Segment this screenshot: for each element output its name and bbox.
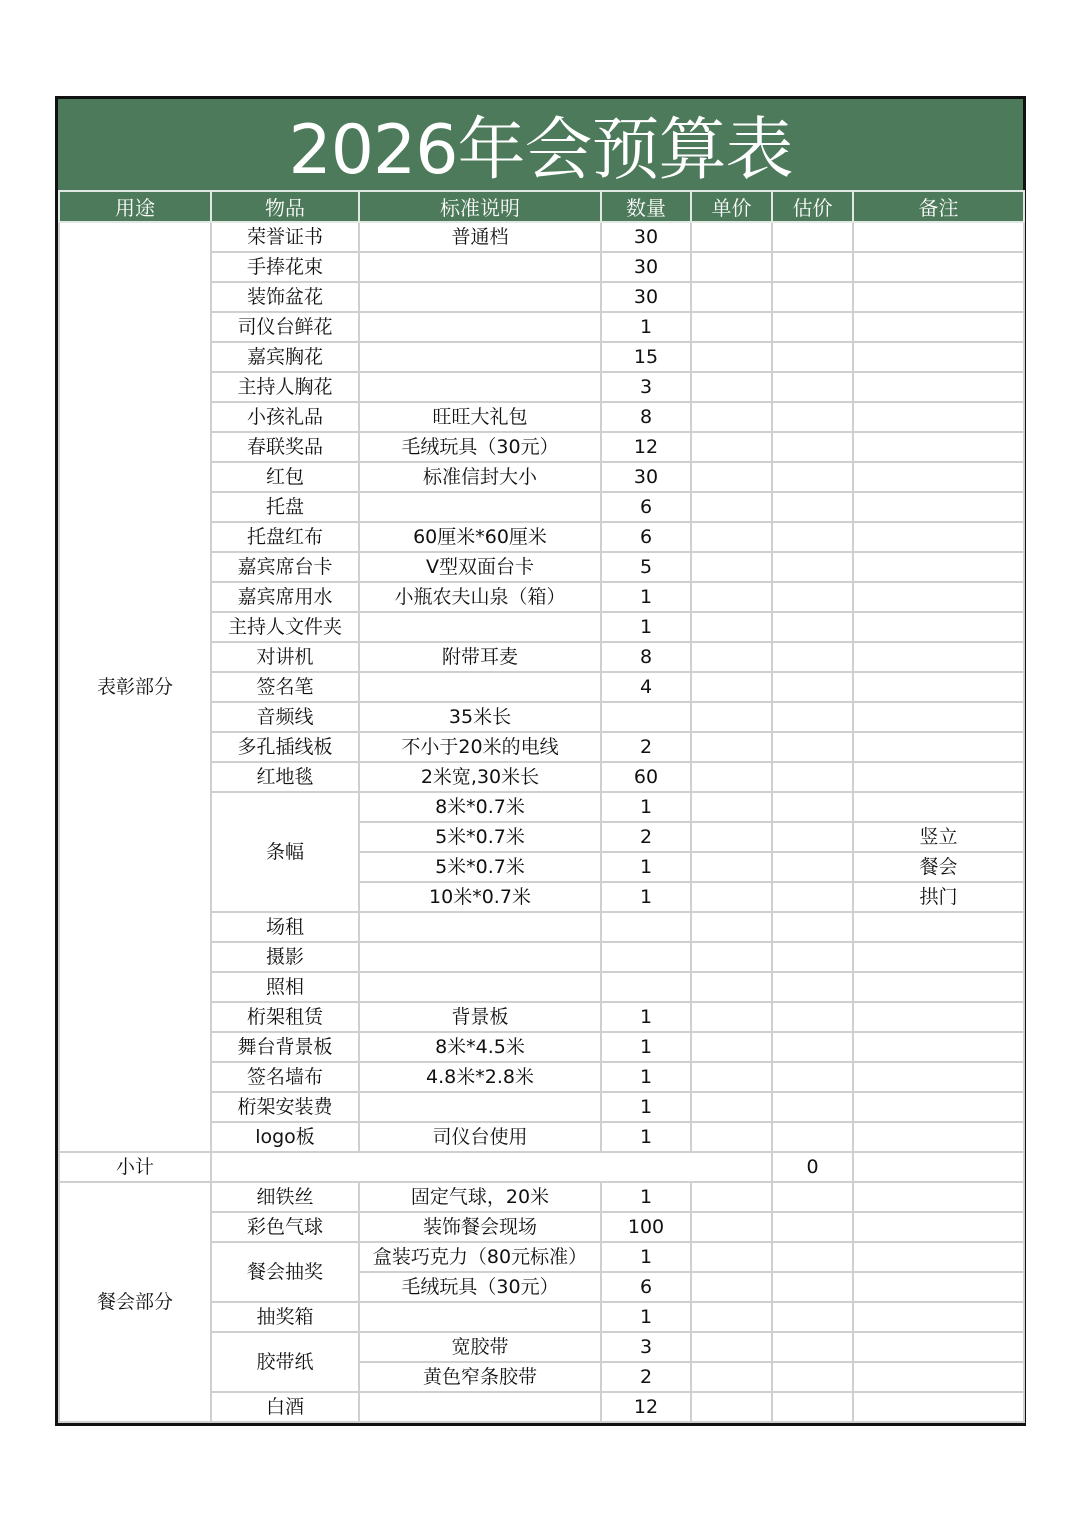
unit-price-cell[interactable]: [691, 492, 772, 522]
spec-cell[interactable]: [359, 972, 601, 1002]
unit-price-cell[interactable]: [691, 1062, 772, 1092]
spec-cell[interactable]: 5米*0.7米: [359, 852, 601, 882]
remark-cell[interactable]: 拱门: [853, 882, 1024, 912]
unit-price-cell[interactable]: [691, 222, 772, 252]
spec-cell[interactable]: [359, 1302, 601, 1332]
quantity-cell[interactable]: 1: [601, 612, 691, 642]
item-name-cell[interactable]: 红包: [211, 462, 359, 492]
quantity-cell[interactable]: 12: [601, 432, 691, 462]
col-header-spec: 标准说明: [359, 191, 601, 222]
remark-cell[interactable]: [853, 1062, 1024, 1092]
remark-cell[interactable]: [853, 1032, 1024, 1062]
estimate-cell[interactable]: [772, 1392, 853, 1422]
quantity-cell[interactable]: 6: [601, 1272, 691, 1302]
quantity-cell[interactable]: 1: [601, 1182, 691, 1212]
col-header-remark: 备注: [853, 191, 1024, 222]
remark-cell[interactable]: [853, 282, 1024, 312]
unit-price-cell[interactable]: [691, 1122, 772, 1152]
unit-price-cell[interactable]: [691, 1272, 772, 1302]
subtotal-remark-cell[interactable]: [853, 1152, 1024, 1182]
item-name-cell[interactable]: 手捧花束: [211, 252, 359, 282]
item-name-cell[interactable]: 荣誉证书: [211, 222, 359, 252]
remark-cell[interactable]: [853, 642, 1024, 672]
item-name-cell[interactable]: 春联奖品: [211, 432, 359, 462]
estimate-cell[interactable]: [772, 852, 853, 882]
estimate-cell[interactable]: [772, 1332, 853, 1362]
item-name-cell[interactable]: 照相: [211, 972, 359, 1002]
estimate-cell[interactable]: [772, 582, 853, 612]
unit-price-cell[interactable]: [691, 822, 772, 852]
quantity-cell[interactable]: 6: [601, 492, 691, 522]
unit-price-cell[interactable]: [691, 1242, 772, 1272]
unit-price-cell[interactable]: [691, 612, 772, 642]
remark-cell[interactable]: [853, 1122, 1024, 1152]
estimate-cell[interactable]: [772, 252, 853, 282]
spec-cell[interactable]: 附带耳麦: [359, 642, 601, 672]
quantity-cell[interactable]: 12: [601, 1392, 691, 1422]
remark-cell[interactable]: [853, 432, 1024, 462]
item-name-cell[interactable]: 白酒: [211, 1392, 359, 1422]
unit-price-cell[interactable]: [691, 852, 772, 882]
spec-cell[interactable]: 8米*4.5米: [359, 1032, 601, 1062]
remark-cell[interactable]: [853, 1392, 1024, 1422]
remark-cell[interactable]: [853, 582, 1024, 612]
spec-cell[interactable]: 固定气球，20米: [359, 1182, 601, 1212]
subtotal-empty-cell[interactable]: [211, 1152, 772, 1182]
estimate-cell[interactable]: [772, 1302, 853, 1332]
quantity-cell[interactable]: 1: [601, 852, 691, 882]
spec-cell[interactable]: 标准信封大小: [359, 462, 601, 492]
quantity-cell[interactable]: 60: [601, 762, 691, 792]
remark-cell[interactable]: [853, 552, 1024, 582]
item-name-cell[interactable]: 小孩礼品: [211, 402, 359, 432]
remark-cell[interactable]: [853, 372, 1024, 402]
budget-sheet: [55, 96, 1026, 1426]
unit-price-cell[interactable]: [691, 702, 772, 732]
spec-cell[interactable]: 2米宽,30米长: [359, 762, 601, 792]
item-name-cell[interactable]: 装饰盆花: [211, 282, 359, 312]
item-name-cell[interactable]: 餐会抽奖: [211, 1242, 359, 1302]
spec-cell[interactable]: 小瓶农夫山泉（箱）: [359, 582, 601, 612]
sheet-title-bar: [58, 99, 1023, 190]
item-name-cell[interactable]: 抽奖箱: [211, 1302, 359, 1332]
spec-cell[interactable]: 5米*0.7米: [359, 822, 601, 852]
unit-price-cell[interactable]: [691, 1362, 772, 1392]
item-name-cell[interactable]: 桁架安装费: [211, 1092, 359, 1122]
remark-cell[interactable]: 餐会: [853, 852, 1024, 882]
remark-cell[interactable]: [853, 522, 1024, 552]
col-header-quantity: 数量: [601, 191, 691, 222]
unit-price-cell[interactable]: [691, 1032, 772, 1062]
quantity-cell[interactable]: 30: [601, 462, 691, 492]
remark-cell[interactable]: [853, 1002, 1024, 1032]
quantity-cell[interactable]: 30: [601, 282, 691, 312]
unit-price-cell[interactable]: [691, 1212, 772, 1242]
estimate-cell[interactable]: [772, 1002, 853, 1032]
estimate-cell[interactable]: [772, 432, 853, 462]
spec-cell[interactable]: [359, 1392, 601, 1422]
unit-price-cell[interactable]: [691, 282, 772, 312]
quantity-cell[interactable]: 1: [601, 582, 691, 612]
spec-cell[interactable]: 毛绒玩具（30元）: [359, 1272, 601, 1302]
spec-cell[interactable]: [359, 942, 601, 972]
unit-price-cell[interactable]: [691, 672, 772, 702]
estimate-cell[interactable]: [772, 792, 853, 822]
spec-cell[interactable]: 盒装巧克力（80元标准）: [359, 1242, 601, 1272]
quantity-cell[interactable]: 1: [601, 792, 691, 822]
item-name-cell[interactable]: 细铁丝: [211, 1182, 359, 1212]
spec-cell[interactable]: 司仪台使用: [359, 1122, 601, 1152]
spec-cell[interactable]: [359, 492, 601, 522]
unit-price-cell[interactable]: [691, 1182, 772, 1212]
quantity-cell[interactable]: 30: [601, 222, 691, 252]
quantity-cell[interactable]: 1: [601, 1002, 691, 1032]
subtotal-row: [59, 1152, 1024, 1182]
quantity-cell[interactable]: 1: [601, 882, 691, 912]
col-header-item: 物品: [211, 191, 359, 222]
estimate-cell[interactable]: [772, 912, 853, 942]
section-name-cell[interactable]: 餐会部分: [59, 1182, 211, 1422]
estimate-cell[interactable]: [772, 1092, 853, 1122]
remark-cell[interactable]: [853, 732, 1024, 762]
item-name-cell[interactable]: 胶带纸: [211, 1332, 359, 1392]
item-name-cell[interactable]: 桁架租赁: [211, 1002, 359, 1032]
item-name-cell[interactable]: 司仪台鲜花: [211, 312, 359, 342]
spec-cell[interactable]: [359, 612, 601, 642]
table-row: [59, 1182, 1024, 1212]
remark-cell[interactable]: [853, 972, 1024, 1002]
quantity-cell[interactable]: [601, 942, 691, 972]
estimate-cell[interactable]: [772, 402, 853, 432]
spec-cell[interactable]: [359, 1092, 601, 1122]
estimate-cell[interactable]: [772, 1362, 853, 1392]
item-name-cell[interactable]: 舞台背景板: [211, 1032, 359, 1062]
estimate-cell[interactable]: [772, 732, 853, 762]
item-name-cell[interactable]: 签名笔: [211, 672, 359, 702]
unit-price-cell[interactable]: [691, 1332, 772, 1362]
unit-price-cell[interactable]: [691, 372, 772, 402]
spec-cell[interactable]: 10米*0.7米: [359, 882, 601, 912]
spec-cell[interactable]: 旺旺大礼包: [359, 402, 601, 432]
unit-price-cell[interactable]: [691, 312, 772, 342]
unit-price-cell[interactable]: [691, 642, 772, 672]
section-name-cell[interactable]: 表彰部分: [59, 222, 211, 1152]
item-name-cell[interactable]: 摄影: [211, 942, 359, 972]
remark-cell[interactable]: [853, 1092, 1024, 1122]
budget-table: [58, 190, 1025, 1423]
item-name-cell[interactable]: 彩色气球: [211, 1212, 359, 1242]
unit-price-cell[interactable]: [691, 1392, 772, 1422]
remark-cell[interactable]: [853, 222, 1024, 252]
unit-price-cell[interactable]: [691, 792, 772, 822]
remark-cell[interactable]: [853, 702, 1024, 732]
sheet-title: 2026年会预算表: [288, 111, 793, 190]
estimate-cell[interactable]: [772, 1122, 853, 1152]
item-name-cell[interactable]: 签名墙布: [211, 1062, 359, 1092]
estimate-cell[interactable]: [772, 882, 853, 912]
remark-cell[interactable]: [853, 492, 1024, 522]
item-name-cell[interactable]: 红地毯: [211, 762, 359, 792]
spec-cell[interactable]: [359, 912, 601, 942]
col-header-unit-price: 单价: [691, 191, 772, 222]
unit-price-cell[interactable]: [691, 1092, 772, 1122]
estimate-cell[interactable]: [772, 492, 853, 522]
unit-price-cell[interactable]: [691, 1002, 772, 1032]
quantity-cell[interactable]: 8: [601, 402, 691, 432]
spec-cell[interactable]: 普通档: [359, 222, 601, 252]
remark-cell[interactable]: [853, 1212, 1024, 1242]
quantity-cell[interactable]: 2: [601, 822, 691, 852]
quantity-cell[interactable]: 30: [601, 252, 691, 282]
spec-cell[interactable]: [359, 282, 601, 312]
unit-price-cell[interactable]: [691, 342, 772, 372]
remark-cell[interactable]: [853, 252, 1024, 282]
estimate-cell[interactable]: [772, 612, 853, 642]
spec-cell[interactable]: [359, 252, 601, 282]
remark-cell[interactable]: [853, 792, 1024, 822]
remark-cell[interactable]: [853, 1272, 1024, 1302]
estimate-cell[interactable]: [772, 972, 853, 1002]
quantity-cell[interactable]: [601, 972, 691, 1002]
col-header-estimate: 估价: [772, 191, 853, 222]
quantity-cell[interactable]: 1: [601, 1302, 691, 1332]
estimate-cell[interactable]: [772, 552, 853, 582]
spec-cell[interactable]: 35米长: [359, 702, 601, 732]
quantity-cell[interactable]: 6: [601, 522, 691, 552]
item-name-cell[interactable]: 音频线: [211, 702, 359, 732]
estimate-cell[interactable]: [772, 642, 853, 672]
estimate-cell[interactable]: [772, 462, 853, 492]
remark-cell[interactable]: [853, 762, 1024, 792]
item-name-cell[interactable]: 条幅: [211, 792, 359, 912]
quantity-cell[interactable]: 4: [601, 672, 691, 702]
quantity-cell[interactable]: 5: [601, 552, 691, 582]
quantity-cell[interactable]: [601, 702, 691, 732]
quantity-cell[interactable]: 8: [601, 642, 691, 672]
spec-cell[interactable]: [359, 342, 601, 372]
spec-cell[interactable]: [359, 672, 601, 702]
item-name-cell[interactable]: 对讲机: [211, 642, 359, 672]
item-name-cell[interactable]: 嘉宾席用水: [211, 582, 359, 612]
quantity-cell[interactable]: 15: [601, 342, 691, 372]
remark-cell[interactable]: [853, 1182, 1024, 1212]
spec-cell[interactable]: 4.8米*2.8米: [359, 1062, 601, 1092]
remark-cell[interactable]: [853, 612, 1024, 642]
estimate-cell[interactable]: [772, 342, 853, 372]
estimate-cell[interactable]: [772, 282, 853, 312]
remark-cell[interactable]: [853, 1332, 1024, 1362]
remark-cell[interactable]: [853, 912, 1024, 942]
unit-price-cell[interactable]: [691, 462, 772, 492]
unit-price-cell[interactable]: [691, 972, 772, 1002]
remark-cell[interactable]: [853, 1302, 1024, 1332]
quantity-cell[interactable]: 3: [601, 372, 691, 402]
spec-cell[interactable]: [359, 372, 601, 402]
remark-cell[interactable]: [853, 672, 1024, 702]
remark-cell[interactable]: 竖立: [853, 822, 1024, 852]
spec-cell[interactable]: 背景板: [359, 1002, 601, 1032]
quantity-cell[interactable]: 2: [601, 1362, 691, 1392]
quantity-cell[interactable]: 1: [601, 1062, 691, 1092]
spec-cell[interactable]: 装饰餐会现场: [359, 1212, 601, 1242]
remark-cell[interactable]: [853, 942, 1024, 972]
unit-price-cell[interactable]: [691, 582, 772, 612]
spec-cell[interactable]: [359, 312, 601, 342]
estimate-cell[interactable]: [772, 672, 853, 702]
quantity-cell[interactable]: 1: [601, 1242, 691, 1272]
estimate-cell[interactable]: [772, 312, 853, 342]
unit-price-cell[interactable]: [691, 882, 772, 912]
unit-price-cell[interactable]: [691, 912, 772, 942]
estimate-cell[interactable]: [772, 372, 853, 402]
header-row: [59, 191, 1024, 222]
item-name-cell[interactable]: 主持人文件夹: [211, 612, 359, 642]
item-name-cell[interactable]: 嘉宾胸花: [211, 342, 359, 372]
unit-price-cell[interactable]: [691, 1302, 772, 1332]
col-header-purpose: 用途: [59, 191, 211, 222]
unit-price-cell[interactable]: [691, 522, 772, 552]
subtotal-value[interactable]: 0: [772, 1152, 853, 1182]
quantity-cell[interactable]: [601, 912, 691, 942]
estimate-cell[interactable]: [772, 522, 853, 552]
estimate-cell[interactable]: [772, 1182, 853, 1212]
estimate-cell[interactable]: [772, 1032, 853, 1062]
quantity-cell[interactable]: 1: [601, 1122, 691, 1152]
quantity-cell[interactable]: 100: [601, 1212, 691, 1242]
estimate-cell[interactable]: [772, 1272, 853, 1302]
item-name-cell[interactable]: 托盘红布: [211, 522, 359, 552]
spec-cell[interactable]: 宽胶带: [359, 1332, 601, 1362]
estimate-cell[interactable]: [772, 222, 853, 252]
remark-cell[interactable]: [853, 402, 1024, 432]
subtotal-label[interactable]: 小计: [59, 1152, 211, 1182]
item-name-cell[interactable]: 托盘: [211, 492, 359, 522]
remark-cell[interactable]: [853, 342, 1024, 372]
remark-cell[interactable]: [853, 1362, 1024, 1392]
unit-price-cell[interactable]: [691, 432, 772, 462]
estimate-cell[interactable]: [772, 702, 853, 732]
estimate-cell[interactable]: [772, 822, 853, 852]
quantity-cell[interactable]: 1: [601, 1032, 691, 1062]
unit-price-cell[interactable]: [691, 942, 772, 972]
estimate-cell[interactable]: [772, 942, 853, 972]
quantity-cell[interactable]: 3: [601, 1332, 691, 1362]
remark-cell[interactable]: [853, 1242, 1024, 1272]
item-name-cell[interactable]: 嘉宾席台卡: [211, 552, 359, 582]
unit-price-cell[interactable]: [691, 762, 772, 792]
spec-cell[interactable]: 8米*0.7米: [359, 792, 601, 822]
item-name-cell[interactable]: 多孔插线板: [211, 732, 359, 762]
item-name-cell[interactable]: 场租: [211, 912, 359, 942]
estimate-cell[interactable]: [772, 1242, 853, 1272]
table-row: [59, 222, 1024, 252]
quantity-cell[interactable]: 2: [601, 732, 691, 762]
unit-price-cell[interactable]: [691, 402, 772, 432]
spec-cell[interactable]: 60厘米*60厘米: [359, 522, 601, 552]
unit-price-cell[interactable]: [691, 732, 772, 762]
spec-cell[interactable]: 毛绒玩具（30元）: [359, 432, 601, 462]
item-name-cell[interactable]: logo板: [211, 1122, 359, 1152]
spec-cell[interactable]: 不小于20米的电线: [359, 732, 601, 762]
item-name-cell[interactable]: 主持人胸花: [211, 372, 359, 402]
estimate-cell[interactable]: [772, 762, 853, 792]
unit-price-cell[interactable]: [691, 252, 772, 282]
spec-cell[interactable]: V型双面台卡: [359, 552, 601, 582]
unit-price-cell[interactable]: [691, 552, 772, 582]
quantity-cell[interactable]: 1: [601, 312, 691, 342]
budget-body: [59, 222, 1024, 1422]
remark-cell[interactable]: [853, 462, 1024, 492]
estimate-cell[interactable]: [772, 1212, 853, 1242]
estimate-cell[interactable]: [772, 1062, 853, 1092]
remark-cell[interactable]: [853, 312, 1024, 342]
quantity-cell[interactable]: 1: [601, 1092, 691, 1122]
spec-cell[interactable]: 黄色窄条胶带: [359, 1362, 601, 1392]
